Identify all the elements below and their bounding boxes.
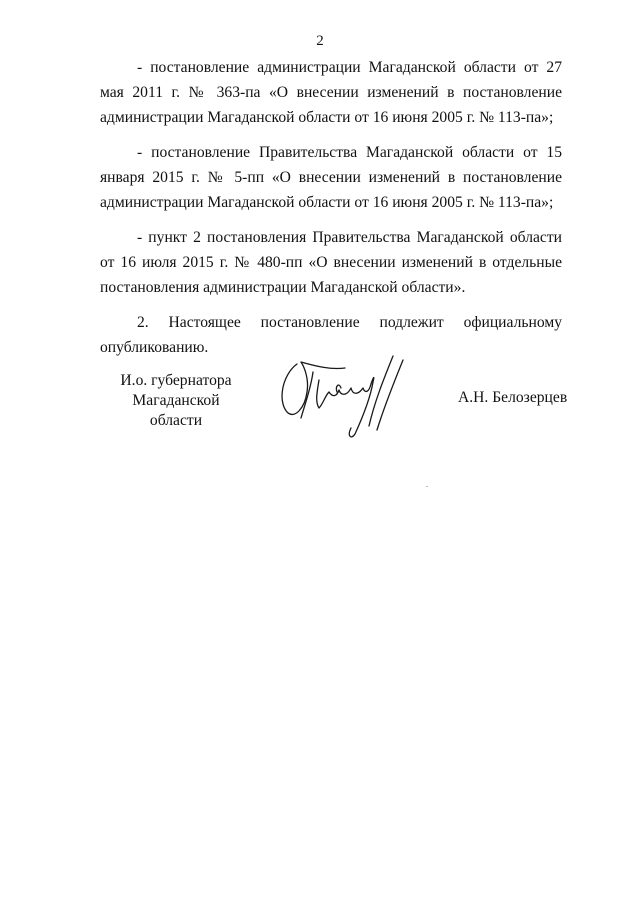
clause-2: 2. Настоящее постановление подлежит официальному опубликованию.: [100, 314, 562, 356]
signer-name: А.Н. Белозерцев: [458, 389, 568, 406]
handwritten-signature: [275, 352, 415, 442]
signer-title: [106, 371, 246, 431]
scan-speck: [426, 486, 428, 487]
page-number: 2: [316, 33, 324, 49]
signer-title-line2: Магаданской области: [132, 392, 220, 429]
document-body: [100, 55, 562, 360]
signer-title-line1: И.о. губернатора: [120, 372, 232, 389]
list-item: - пункт 2 постановления Правительства Магаданской области от 16 июля 2015 г. № 480-пп «О внесении изменений в отдельные постановления администрации Магаданской области».: [100, 229, 562, 296]
list-item: - постановление Правительства Магаданской области от 15 января 2015 г. № 5-пп «О внесении изменений в постановление администрации Магаданской области от 16 июня 2005 г. № 113-па»;: [100, 144, 562, 211]
list-item: - постановление администрации Магаданской области от 27 мая 2011 г. № 363-па «О внесении изменений в постановление администрации Магаданской области от 16 июня 2005 г. № 113-па»;: [100, 59, 562, 126]
